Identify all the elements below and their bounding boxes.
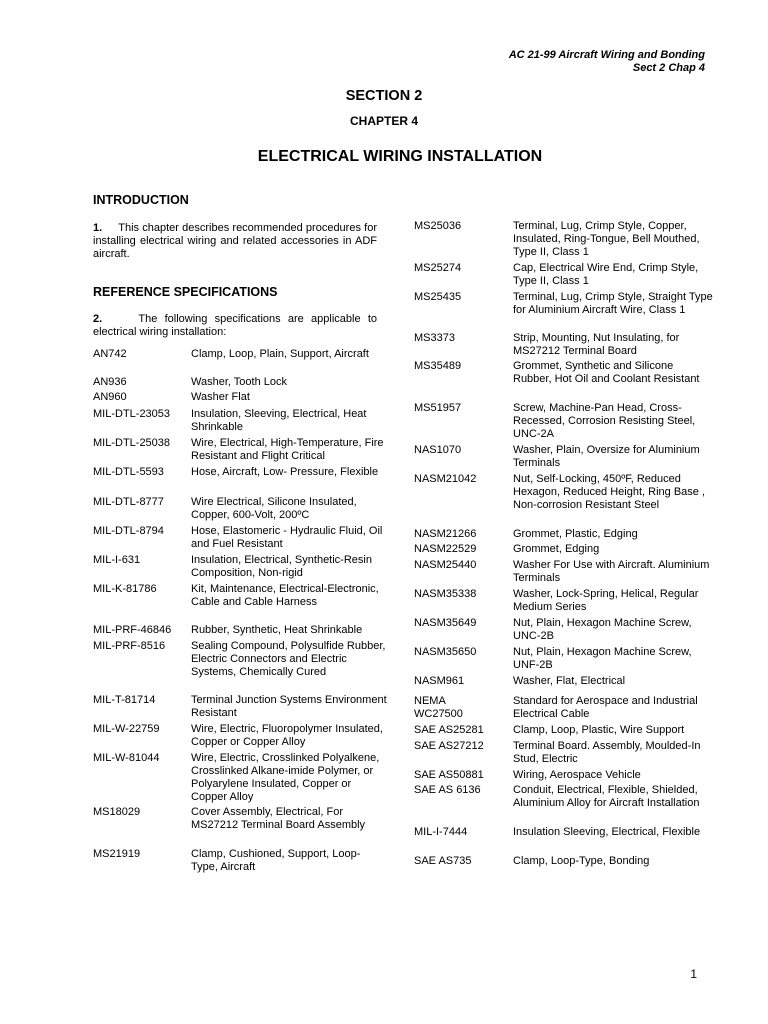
- spec-code: NEMA WC27500: [414, 695, 463, 720]
- introduction-paragraph: [93, 222, 377, 261]
- spec-description: Wire, Electrical, High-Temperature, Fire Resistant and Flight Critical: [191, 437, 384, 462]
- reference-heading: REFERENCE SPECIFICATIONS: [93, 285, 278, 299]
- running-header: [509, 49, 705, 75]
- spec-code: NAS1070: [414, 444, 462, 456]
- spec-description: Conduit, Electrical, Flexible, Shielded, Aluminium Alloy for Aircraft Installation: [513, 784, 700, 809]
- spec-description: Screw, Machine-Pan Head, Cross-Recessed, Corrosion Resisting Steel, UNC-2A: [513, 402, 696, 440]
- spec-code: MIL-DTL-5593: [93, 466, 164, 478]
- spec-code: NASM35649: [414, 617, 477, 629]
- chapter-title: CHAPTER 4: [349, 114, 418, 128]
- spec-description: Wire Electrical, Silicone Insulated, Copper, 600-Volt, 200ºC: [191, 496, 357, 521]
- spec-description: Terminal, Lug, Crimp Style, Straight Type for Aluminium Aircraft Wire, Class 1: [513, 291, 713, 316]
- spec-description: Insulation, Sleeving, Electrical, Heat Shrinkable: [191, 408, 367, 433]
- spec-description: Cover Assembly, Electrical, For MS27212 Terminal Board Assembly: [191, 806, 366, 831]
- spec-code: NASM35650: [414, 646, 477, 658]
- section-title: SECTION 2: [345, 88, 423, 104]
- spec-code: SAE AS50881: [414, 769, 484, 781]
- spec-code: MIL-I-7444: [414, 826, 468, 838]
- spec-code: MS25274: [414, 262, 462, 274]
- spec-description: Grommet, Synthetic and Silicone Rubber, Hot Oil and Coolant Resistant: [513, 360, 700, 385]
- spec-description: Hose, Elastomeric - Hydraulic Fluid, Oil and Fuel Resistant: [191, 525, 383, 550]
- spec-description: Insulation, Electrical, Synthetic-Resin Composition, Non-rigid: [191, 554, 372, 579]
- spec-description: Washer, Lock-Spring, Helical, Regular Medium Series: [513, 588, 699, 613]
- spec-description: Washer, Flat, Electrical: [513, 675, 626, 687]
- spec-code: AN936: [93, 376, 127, 388]
- document-title: ELECTRICAL WIRING INSTALLATION: [257, 148, 543, 165]
- spec-description: Cap, Electrical Wire End, Crimp Style, Type II, Class 1: [513, 262, 699, 287]
- spec-description: Strip, Mounting, Nut Insulating, for MS27212 Terminal Board: [513, 332, 680, 357]
- spec-description: Kit, Maintenance, Electrical-Electronic, Cable and Cable Harness: [191, 583, 379, 608]
- spec-code: MS3373: [414, 332, 455, 344]
- spec-code: NASM22529: [414, 543, 477, 555]
- spec-code: MS21919: [93, 848, 141, 860]
- spec-description: Clamp, Loop-Type, Bonding: [513, 855, 650, 867]
- spec-code: SAE AS25281: [414, 724, 484, 736]
- spec-description: Washer Flat: [191, 391, 250, 403]
- spec-description: Insulation Sleeving, Electrical, Flexible: [513, 826, 701, 838]
- paragraph-number: 1.: [93, 222, 103, 234]
- spec-code: MS25036: [414, 220, 462, 232]
- spec-code: SAE AS 6136: [414, 784, 481, 796]
- spec-description: Rubber, Synthetic, Heat Shrinkable: [191, 624, 363, 636]
- reference-paragraph: [93, 313, 377, 339]
- spec-description: Clamp, Loop, Plain, Support, Aircraft: [191, 348, 369, 360]
- spec-code: MS25435: [414, 291, 462, 303]
- spec-code: MIL-PRF-46846: [93, 624, 172, 636]
- spec-code: MIL-DTL-8777: [93, 496, 164, 508]
- spec-code: NASM25440: [414, 559, 477, 571]
- spec-description: Sealing Compound, Polysulfide Rubber, Electric Connectors and Electric Systems, Chemically Cured: [191, 640, 386, 678]
- spec-code: MIL-PRF-8516: [93, 640, 166, 652]
- spec-code: MIL-DTL-8794: [93, 525, 164, 537]
- spec-code: NASM35338: [414, 588, 477, 600]
- spec-code: MIL-W-22759: [93, 723, 160, 735]
- spec-code: MIL-T-81714: [93, 694, 156, 706]
- spec-code: MIL-DTL-23053: [93, 408, 171, 420]
- spec-description: Washer, Tooth Lock: [191, 376, 287, 388]
- spec-description: Wire, Electric, Crosslinked Polyalkene, Crosslinked Alkane-imide Polymer, or Polyarylene Insulated, Copper or Copper Alloy: [191, 752, 380, 803]
- spec-code: AN960: [93, 391, 127, 403]
- spec-code: MIL-DTL-25038: [93, 437, 171, 449]
- spec-description: Nut, Self-Locking, 450ºF, Reduced Hexagon, Reduced Height, Ring Base , Non-corrosion Resistant Steel: [513, 473, 706, 511]
- spec-code: MIL-I-631: [93, 554, 141, 566]
- spec-code: AN742: [93, 348, 127, 360]
- spec-description: Nut, Plain, Hexagon Machine Screw, UNC-2B: [513, 617, 692, 642]
- paragraph-text: This chapter describes recommended procedures for installing electrical wiring and related accessories in ADF aircraft.: [93, 222, 378, 260]
- spec-description: Clamp, Loop, Plastic, Wire Support: [513, 724, 685, 736]
- spec-code: NASM961: [414, 675, 465, 687]
- paragraph-text: The following specifications are applicable to electrical wiring installation:: [93, 313, 377, 338]
- spec-code: NASM21042: [414, 473, 477, 485]
- spec-description: Grommet, Edging: [513, 543, 600, 555]
- spec-description: Washer, Plain, Oversize for Aluminium Terminals: [513, 444, 700, 469]
- spec-description: Terminal, Lug, Crimp Style, Copper, Insulated, Ring-Tongue, Bell Mouthed, Type II, Class 1: [513, 220, 700, 258]
- spec-description: Washer For Use with Aircraft. Aluminium Terminals: [513, 559, 710, 584]
- spec-code: MIL-K-81786: [93, 583, 157, 595]
- spec-description: Hose, Aircraft, Low- Pressure, Flexible: [191, 466, 379, 478]
- spec-description: Wire, Electric, Fluoropolymer Insulated, Copper or Copper Alloy: [191, 723, 383, 748]
- spec-description: Terminal Junction Systems Environment Resistant: [191, 694, 387, 719]
- spec-code: MIL-W-81044: [93, 752, 160, 764]
- spec-code: MS18029: [93, 806, 141, 818]
- spec-code: SAE AS27212: [414, 740, 484, 752]
- spec-description: Nut, Plain, Hexagon Machine Screw, UNF-2B: [513, 646, 692, 671]
- spec-code: SAE AS735: [414, 855, 472, 867]
- page-number: 1: [690, 967, 697, 981]
- spec-description: Terminal Board. Assembly, Moulded-In Stud, Electric: [513, 740, 701, 765]
- header-title: AC 21-99 Aircraft Wiring and Bonding: [508, 49, 705, 61]
- spec-description: Standard for Aerospace and Industrial Electrical Cable: [513, 695, 698, 720]
- header-section-chapter: Sect 2 Chap 4: [632, 62, 705, 74]
- spec-code: MS35489: [414, 360, 462, 372]
- spec-description: Wiring, Aerospace Vehicle: [513, 769, 641, 781]
- spec-code: NASM21266: [414, 528, 477, 540]
- spec-description: Clamp, Cushioned, Support, Loop- Type, Aircraft: [191, 848, 361, 873]
- paragraph-number: 2.: [93, 313, 103, 325]
- spec-description: Grommet, Plastic, Edging: [513, 528, 638, 540]
- introduction-heading: INTRODUCTION: [93, 193, 189, 207]
- spec-code: MS51957: [414, 402, 462, 414]
